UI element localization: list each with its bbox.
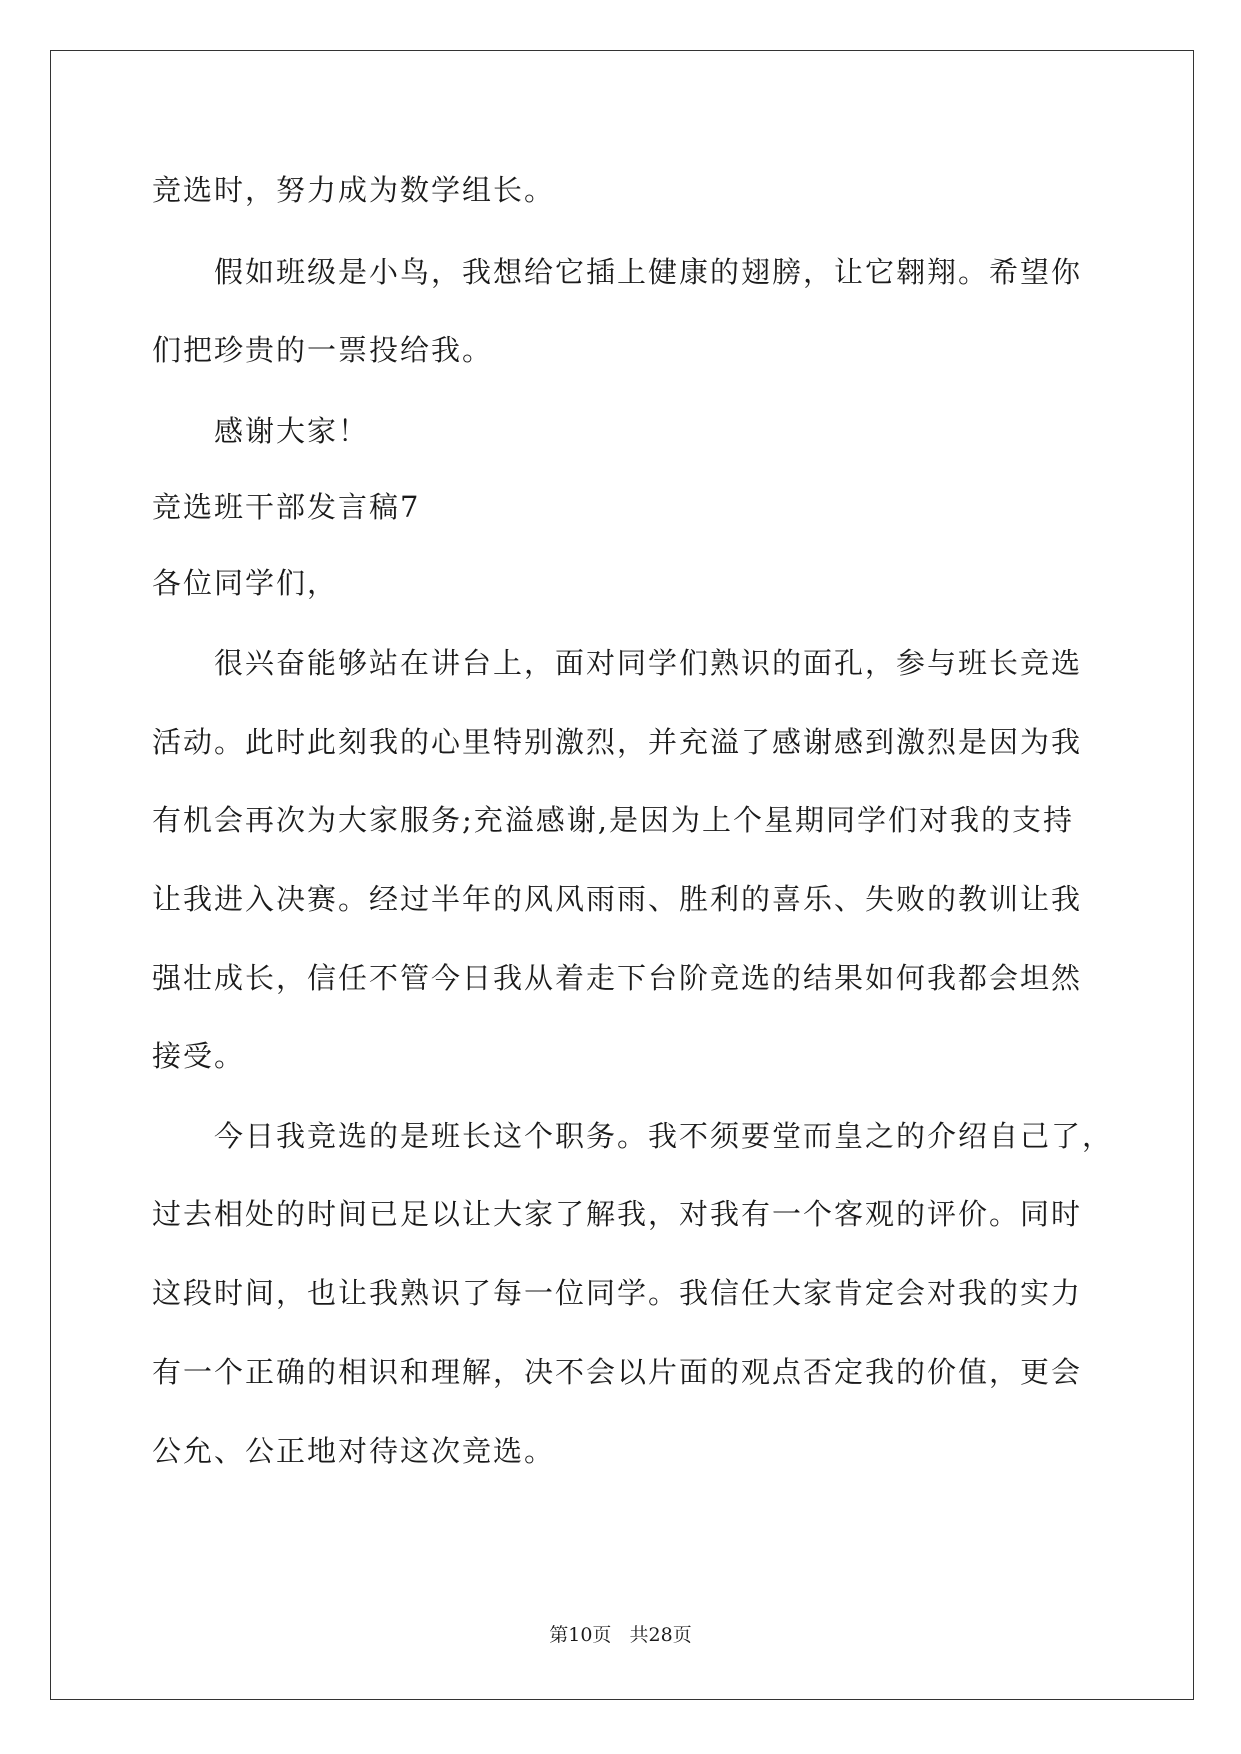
- body-line: 公允、公正地对待这次竞选。: [152, 1434, 556, 1468]
- body-line: 有一个正确的相识和理解，决不会以片面的观点否定我的价值，更会: [152, 1355, 1083, 1389]
- section-heading: 竞选班干部发言稿7: [152, 490, 421, 524]
- body-line: 活动。此时此刻我的心里特别激烈，并充溢了感谢感到激烈是因为我: [152, 725, 1083, 759]
- salutation: 各位同学们，: [152, 566, 339, 600]
- body-line: 们把珍贵的一票投给我。: [152, 333, 494, 367]
- body-line: 这段时间，也让我熟识了每一位同学。我信任大家肯定会对我的实力: [152, 1276, 1083, 1310]
- body-line: 有机会再次为大家服务;充溢感谢,是因为上个星期同学们对我的支持: [152, 803, 1074, 837]
- body-line: 感谢大家！: [214, 414, 370, 448]
- body-line: 很兴奋能够站在讲台上，面对同学们熟识的面孔，参与班长竞选: [214, 646, 1083, 680]
- page-number-footer: 第10页 共28页: [549, 1624, 692, 1646]
- body-line: 让我进入决赛。经过半年的风风雨雨、胜利的喜乐、失败的教训让我: [152, 882, 1083, 916]
- body-line: 接受。: [152, 1039, 246, 1073]
- body-line: 今日我竞选的是班长这个职务。我不须要堂而皇之的介绍自己了，: [214, 1119, 1114, 1153]
- body-line: 假如班级是小鸟，我想给它插上健康的翅膀，让它翱翔。希望你: [214, 255, 1083, 289]
- body-line: 过去相处的时间已足以让大家了解我，对我有一个客观的评价。同时: [152, 1197, 1083, 1231]
- body-line: 竞选时，努力成为数学组长。: [152, 173, 556, 207]
- body-line: 强壮成长，信任不管今日我从着走下台阶竞选的结果如何我都会坦然: [152, 961, 1083, 995]
